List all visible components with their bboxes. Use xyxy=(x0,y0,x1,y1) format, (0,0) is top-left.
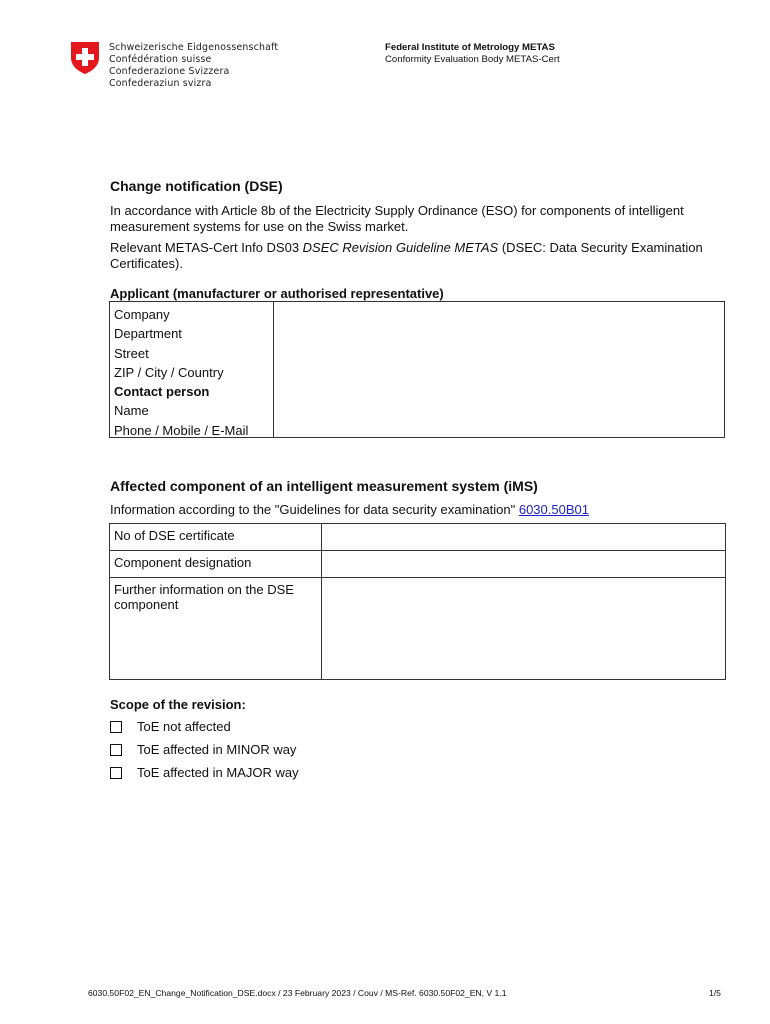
component-info-line xyxy=(110,502,710,518)
footer-reference: 6030.50F02_EN_Change_Notification_DSE.docx / 23 February 2023 / Couv / MS-Ref. 6030.50F02_EN, V 1.1 xyxy=(88,988,507,998)
company-label: Company xyxy=(114,307,170,322)
scope-option-major[interactable] xyxy=(110,765,299,780)
applicant-entry-field[interactable] xyxy=(274,302,724,437)
guidelines-link[interactable]: 6030.50B01 xyxy=(518,502,589,517)
table-row xyxy=(110,524,726,551)
checkbox-minor[interactable] xyxy=(110,744,122,756)
component-heading: Affected component of an intelligent measurement system (iMS) xyxy=(110,478,538,494)
name-label: Name xyxy=(114,403,149,419)
certificate-number-field[interactable] xyxy=(322,524,726,551)
street-label: Street xyxy=(114,345,149,361)
phone-mobile-email-label: Phone / Mobile / E-Mail xyxy=(114,422,249,438)
footer-page-number: 1/5 xyxy=(709,988,721,998)
zip-city-country-label: ZIP / City / Country xyxy=(114,364,224,380)
confederation-name-rm: Confederaziun svizra xyxy=(109,78,212,89)
component-table xyxy=(109,523,726,680)
agency-name: Federal Institute of Metrology METAS xyxy=(385,42,555,53)
confederation-name-fr: Confédération suisse xyxy=(109,54,212,65)
applicant-labels xyxy=(110,302,274,437)
relevant-info-paragraph xyxy=(110,240,710,272)
relevant-info-suffix: (DSEC: Data Security Examination Certificates). xyxy=(110,240,703,271)
further-information-label: Further information on the DSE component xyxy=(110,578,322,680)
table-row xyxy=(110,551,726,578)
component-info-text: Information according to the "Guidelines for data security examination" xyxy=(110,502,519,517)
component-designation-label: Component designation xyxy=(110,551,322,578)
component-designation-field[interactable] xyxy=(322,551,726,578)
table-row xyxy=(110,578,726,680)
swiss-cross-shield-icon xyxy=(70,41,100,75)
confederation-name-it: Confederazione Svizzera xyxy=(109,66,230,77)
scope-option-label: ToE affected in MINOR way xyxy=(137,742,297,757)
agency-block xyxy=(385,42,560,66)
checkbox-major[interactable] xyxy=(110,767,122,779)
department-label: Department xyxy=(114,326,182,342)
intro-paragraph: In accordance with Article 8b of the Electricity Supply Ordinance (ESO) for components of intelligent measurement systems for use on the Swiss market. xyxy=(110,203,684,234)
applicant-heading: Applicant (manufacturer or authorised representative) xyxy=(110,286,444,301)
checkbox-not-affected[interactable] xyxy=(110,721,122,733)
scope-option-minor[interactable] xyxy=(110,742,296,757)
confederation-names xyxy=(109,42,278,90)
relevant-info-prefix: Relevant METAS-Cert Info DS03 xyxy=(110,240,303,255)
scope-heading: Scope of the revision: xyxy=(110,697,246,712)
further-information-field[interactable] xyxy=(322,578,726,680)
scope-option-not-affected[interactable] xyxy=(110,719,231,734)
applicant-table xyxy=(109,301,725,438)
certificate-number-label: No of DSE certificate xyxy=(110,524,322,551)
scope-option-label: ToE affected in MAJOR way xyxy=(137,765,299,780)
document-title: Change notification (DSE) xyxy=(110,178,283,194)
relevant-info-guideline: DSEC Revision Guideline METAS xyxy=(302,240,499,255)
contact-person-label: Contact person xyxy=(114,384,210,400)
scope-option-label: ToE not affected xyxy=(137,719,231,734)
agency-unit: Conformity Evaluation Body METAS-Cert xyxy=(385,54,560,65)
confederation-name-de: Schweizerische Eidgenossenschaft xyxy=(109,42,279,53)
